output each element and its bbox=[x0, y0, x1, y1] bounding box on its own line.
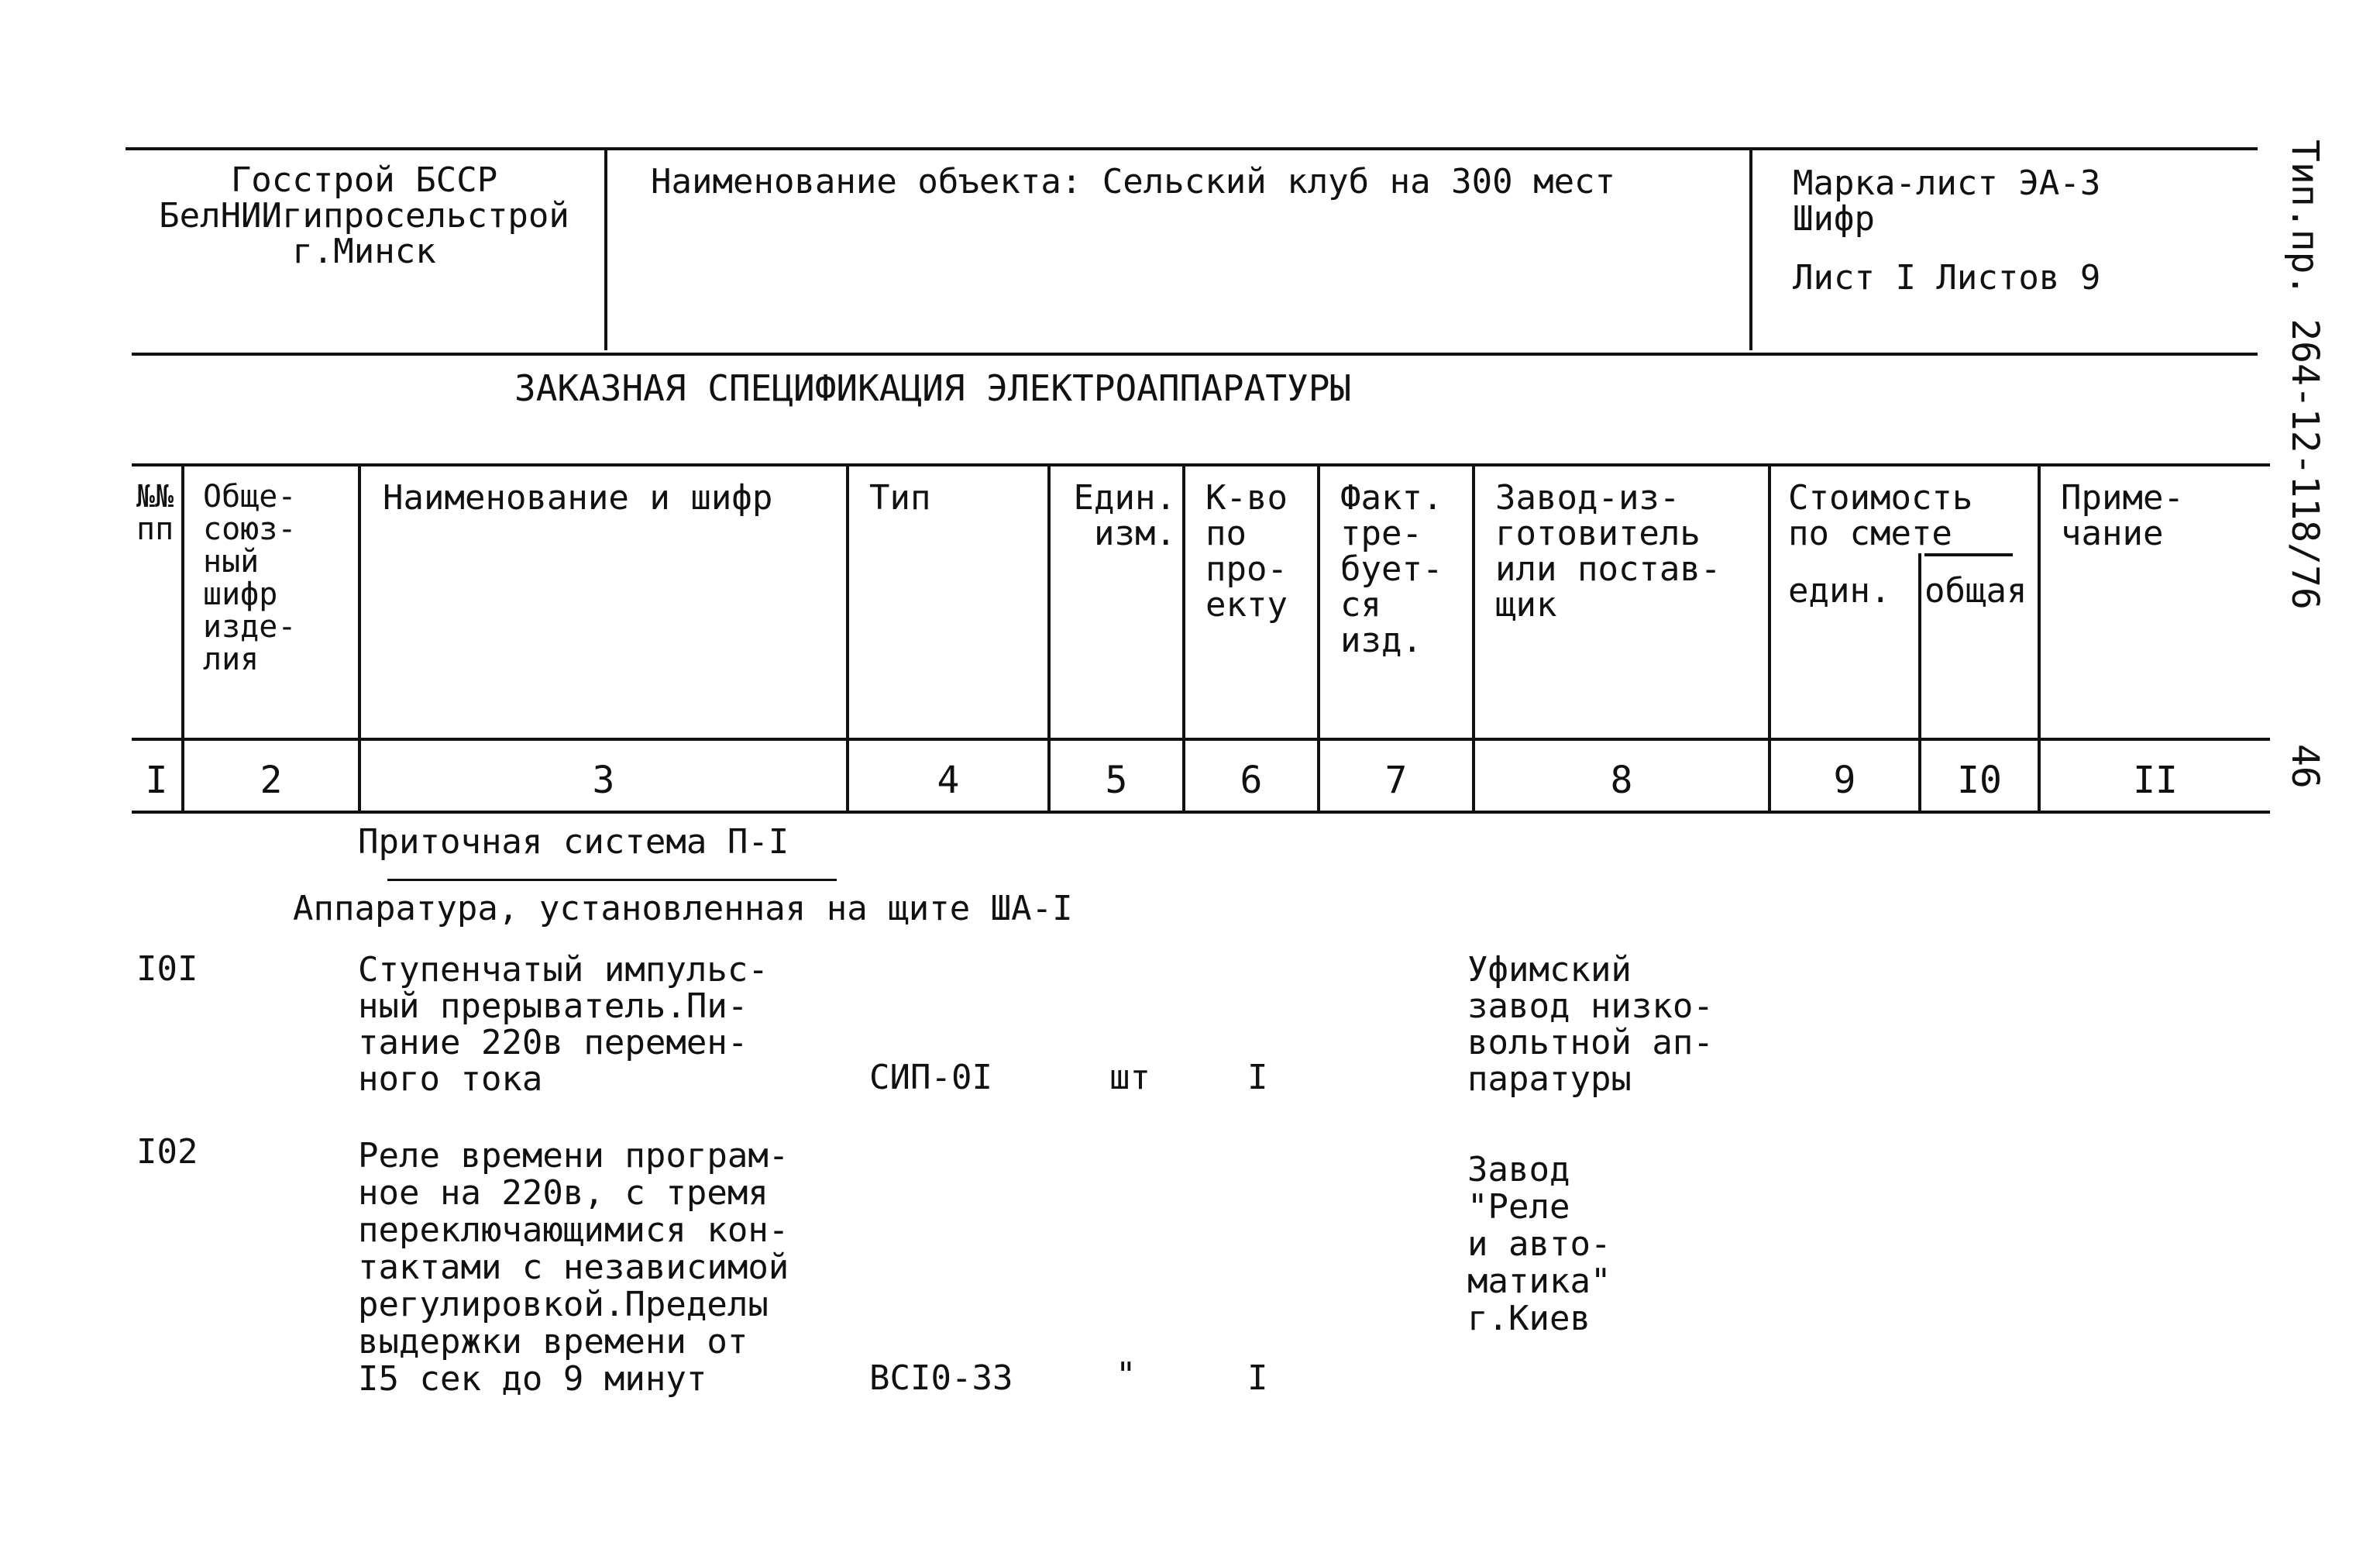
row-number: I02 bbox=[136, 1132, 198, 1172]
col-number: 4 bbox=[937, 759, 960, 802]
col-number: 8 bbox=[1610, 759, 1633, 802]
header-col-3: Наименование и шифр bbox=[383, 478, 773, 518]
title-divider-1 bbox=[604, 147, 607, 350]
col-number: 7 bbox=[1384, 759, 1408, 802]
header-col-4: Тип bbox=[869, 478, 931, 518]
header-col-5: Един. изм. bbox=[1073, 478, 1176, 553]
col-number: 5 bbox=[1105, 759, 1128, 802]
col-divider bbox=[1047, 463, 1051, 814]
col-divider bbox=[1768, 463, 1771, 814]
marka-sheet: Марка-лист ЭА-3 Шифр bbox=[1793, 164, 2101, 239]
col-divider bbox=[1317, 463, 1320, 814]
col-number: 6 bbox=[1240, 759, 1263, 802]
header-col-6: К-во по про- екту bbox=[1205, 478, 1288, 625]
title-top-rule bbox=[126, 147, 2258, 150]
col-divider bbox=[1472, 463, 1475, 814]
header-col-1: №№ пп bbox=[136, 479, 174, 547]
row-type: СИП-0I bbox=[869, 1058, 992, 1097]
header-col-2: Обще- союз- ный шифр изде- лия bbox=[203, 479, 297, 677]
object-name: Наименование объекта: Сельский клуб на 300 мест bbox=[651, 162, 1616, 201]
col-divider bbox=[181, 463, 184, 814]
col-number: 2 bbox=[260, 759, 283, 802]
col-number: 3 bbox=[592, 759, 615, 802]
header-col-9: Стоимость по смете bbox=[1788, 478, 1973, 553]
title-divider-2 bbox=[1749, 147, 1752, 350]
col-divider bbox=[2038, 463, 2041, 814]
row-maker: Уфимский завод низко- вольтной ап- паратуры bbox=[1467, 950, 1714, 1099]
header-col-8: Завод-из- готовитель или постав- щик bbox=[1495, 478, 1721, 625]
header-bottom-rule bbox=[132, 738, 2270, 741]
sheet-count: Лист I Листов 9 bbox=[1793, 258, 2101, 298]
row-number: I0I bbox=[136, 949, 198, 989]
cost-subheader-rule bbox=[1924, 553, 2013, 556]
row-name: Реле времени програм- ное на 220в, с тремя переключающимися кон- тактами с независимой регулировкой.Пределы выдержки времени от I5 сек до 9 минут bbox=[358, 1136, 789, 1399]
col-number: 9 bbox=[1833, 759, 1856, 802]
page-number: 46 bbox=[2283, 744, 2327, 789]
col-number: I bbox=[145, 759, 168, 802]
row-name: Ступенчатый импульс- ный прерыватель.Пи- тание 220в перемен- ного тока bbox=[358, 950, 769, 1099]
header-col-11: Приме- чание bbox=[2061, 478, 2184, 553]
org-block: Госстрой БССР БелНИИгипросельстрой г.Минск bbox=[159, 160, 569, 271]
col-divider bbox=[846, 463, 849, 814]
row-qty: I bbox=[1247, 1058, 1268, 1097]
col-number: I0 bbox=[1957, 759, 2002, 802]
table-top-rule bbox=[132, 463, 2270, 466]
col-number: II bbox=[2133, 759, 2178, 802]
doc-code: Тип.пр. 264-12-118/76 bbox=[2283, 139, 2327, 610]
row-qty: I bbox=[1247, 1358, 1268, 1398]
col-divider bbox=[1182, 463, 1185, 814]
section-title: Приточная система П-I bbox=[358, 822, 789, 862]
row-type: ВСI0-33 bbox=[869, 1358, 1013, 1398]
numbers-bottom-rule bbox=[132, 811, 2270, 814]
title-bottom-rule bbox=[132, 353, 2258, 356]
subsection-title: Аппаратура, установленная на щите ША-I bbox=[293, 889, 1073, 928]
header-col-9a: един. bbox=[1788, 571, 1891, 611]
col-divider bbox=[358, 463, 361, 814]
header-col-10: общая bbox=[1924, 571, 2027, 611]
section-underline bbox=[387, 879, 837, 881]
row-maker: Завод "Реле и авто- матика" г.Киев bbox=[1467, 1150, 1611, 1338]
header-col-7: Факт. тре- бует- ся изд. bbox=[1340, 478, 1443, 660]
row-unit: шт bbox=[1109, 1058, 1150, 1097]
row-unit: " bbox=[1116, 1355, 1137, 1395]
document-title: ЗАКАЗНАЯ СПЕЦИФИКАЦИЯ ЭЛЕКТРОАППАРАТУРЫ bbox=[514, 367, 1352, 409]
